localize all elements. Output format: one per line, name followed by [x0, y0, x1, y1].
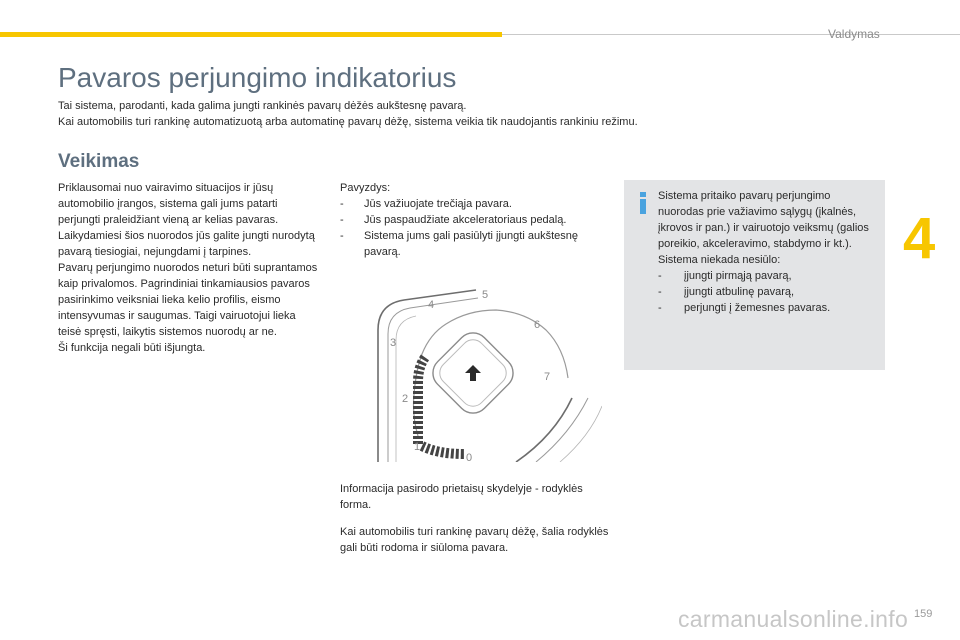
- caption-line: Kai automobilis turi rankinę pavarų dėžę, šalia rodyklės gali būti rodoma ir siūloma pavara.: [340, 526, 609, 554]
- section-label: Valdymas: [828, 27, 880, 41]
- gauge-number: 7: [544, 371, 551, 383]
- paragraph: Priklausomai nuo vairavimo situacijos ir jūsų automobilio įrangos, sistema gali jums patarti perjungti praleidžiant vieną ar kelias pavaras.: [58, 182, 279, 226]
- page-title: Pavaros perjungimo indikatorius: [58, 62, 457, 93]
- list-item: - įjungti atbulinę pavarą,: [658, 286, 795, 298]
- paragraph: Laikydamiesi šios nuorodos jūs galite jungti nurodytą pavarą tiesiogiai, nejungdami į tarpines.: [58, 230, 315, 258]
- tachometer-illustration: [366, 286, 602, 462]
- header-accent-bar: [0, 32, 502, 37]
- intro-line: Kai automobilis turi rankinę automatizuotą arba automatinę pavarų dėžę, sistema veikia tik naudojantis rankiniu režimu.: [58, 116, 638, 128]
- info-list: [658, 268, 876, 316]
- gauge-number: 5: [482, 289, 489, 301]
- caption-line: Informacija pasirodo prietaisų skydelyje - rodyklės forma.: [340, 483, 583, 511]
- list-item-text: Sistema jums gali pasiūlyti įjungti aukštesnę pavarą.: [364, 230, 578, 258]
- gauge-number: 0: [466, 452, 473, 462]
- info-icon: [636, 192, 650, 214]
- info-text: [658, 188, 876, 316]
- list-item: - Jūs važiuojate trečiąja pavara.: [340, 198, 512, 210]
- list-item-text: Jūs važiuojate trečiąja pavara.: [364, 198, 512, 210]
- list-item: - Sistema jums gali pasiūlyti įjungti aukštesnę pavarą.: [340, 230, 578, 258]
- example-heading: Pavyzdys:: [340, 182, 391, 194]
- gauge-number: 4: [428, 299, 435, 311]
- list-item-text: perjungti į žemesnes pavaras.: [684, 302, 831, 314]
- illustration-caption: [340, 470, 610, 567]
- info-line: Sistema niekada nesiūlo:: [658, 254, 781, 266]
- section-heading: Veikimas: [58, 151, 140, 172]
- gauge-number: 1: [414, 441, 421, 453]
- info-line: Sistema pritaiko pavarų perjungimo nuorodas prie važiavimo sąlygų (įkalnės, įkrovos ir pan.) ir vairuotojo veiksmų (galios poreikio, akceleravimo, stabdymo ir kt.).: [658, 190, 869, 250]
- intro-text: [58, 98, 818, 130]
- left-column: [58, 180, 320, 356]
- page-number: 159: [914, 608, 933, 620]
- paragraph: Ši funkcija negali būti išjungta.: [58, 342, 206, 354]
- list-item-text: Jūs paspaudžiate akceleratoriaus pedalą.: [364, 214, 567, 226]
- example-list: [340, 196, 610, 260]
- list-item-text: įjungti pirmąją pavarą,: [684, 270, 792, 282]
- gauge-number: 3: [390, 337, 397, 349]
- list-item: - perjungti į žemesnes pavaras.: [658, 302, 831, 314]
- upshift-arrow-icon: [465, 365, 481, 381]
- gauge-number: 2: [402, 393, 409, 405]
- watermark: carmanualsonline.info: [678, 606, 909, 632]
- chapter-number: 4: [903, 206, 936, 271]
- intro-line: Tai sistema, parodanti, kada galima jungti rankinės pavarų dėžės aukštesnę pavarą.: [58, 100, 467, 112]
- info-box: [624, 180, 885, 370]
- list-item-text: įjungti atbulinę pavarą,: [684, 286, 795, 298]
- gauge-number: 6: [534, 319, 541, 331]
- example-block: [340, 180, 610, 260]
- header-rule: [502, 34, 960, 35]
- paragraph: Pavarų perjungimo nuorodos neturi būti suprantamos kaip privalomos. Pagrindiniai tinkamiausios pavaros pasirinkimo veiksniai lieka kelio profilis, eismo intensyvumas ir saugumas. Taigi vairuotojui lieka teisė spręsti, laikytis sistemos nuorodų ar ne.: [58, 262, 318, 338]
- list-item: - įjungti pirmąją pavarą,: [658, 270, 792, 282]
- list-item: - Jūs paspaudžiate akceleratoriaus pedalą.: [340, 214, 567, 226]
